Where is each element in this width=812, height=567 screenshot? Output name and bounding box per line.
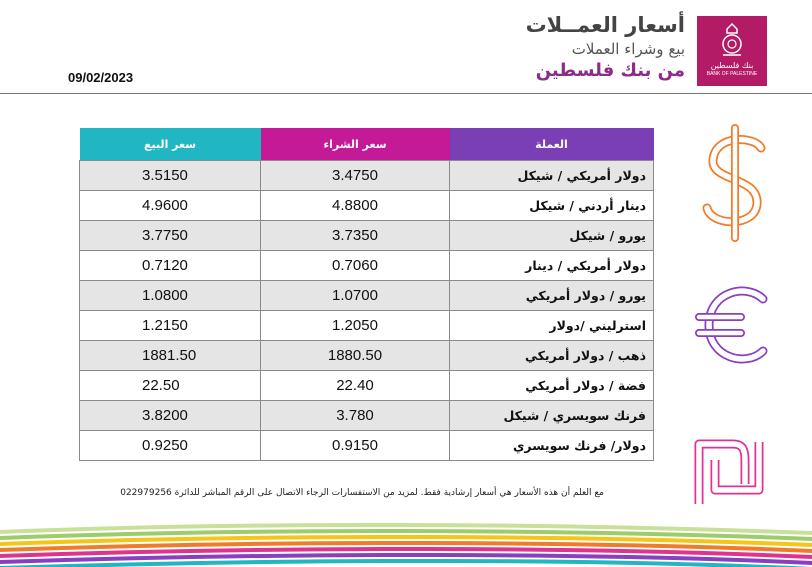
page-subtitle: بيع وشراء العملات <box>571 40 685 58</box>
currency-header: العملة <box>450 128 654 161</box>
currency-pair: يورو / دولار أمريكي <box>450 281 654 311</box>
buy-rate: 1.2050 <box>261 311 450 341</box>
rates-table <box>79 128 654 461</box>
buy-rate: 0.9150 <box>261 431 450 461</box>
currency-pair: فرنك سويسري / شيكل <box>450 401 654 431</box>
buy-rate: 3.7350 <box>261 221 450 251</box>
currency-pair: دولار/ فرنك سويسري <box>450 431 654 461</box>
sell-rate: 22.50 <box>80 371 261 401</box>
decorative-stripes <box>0 514 812 567</box>
sell-rate: 0.7120 <box>80 251 261 281</box>
currency-pair: دولار أمريكي / شيكل <box>450 161 654 191</box>
sell-rate: 3.5150 <box>80 161 261 191</box>
buy-rate: 4.8800 <box>261 191 450 221</box>
currency-pair: فضة / دولار أمريكي <box>450 371 654 401</box>
table-row <box>80 371 654 401</box>
currency-pair: يورو / شيكل <box>450 221 654 251</box>
table-row <box>80 401 654 431</box>
buy-rate: 1880.50 <box>261 341 450 371</box>
buy-rate: 3.4750 <box>261 161 450 191</box>
logo-name-ar: بنك فلسطين <box>710 61 754 70</box>
bank-emblem-icon <box>719 22 745 60</box>
sell-rate: 3.7750 <box>80 221 261 251</box>
currency-pair: دولار أمريكي / دينار <box>450 251 654 281</box>
table-row <box>80 341 654 371</box>
sell-rate: 4.9600 <box>80 191 261 221</box>
sell-rate: 1.0800 <box>80 281 261 311</box>
bank-logo <box>697 16 767 86</box>
bank-line: من بنك فلسطين <box>535 60 685 81</box>
sell-rate: 1.2150 <box>80 311 261 341</box>
sell-rate: 0.9250 <box>80 431 261 461</box>
table-row <box>80 431 654 461</box>
table-row <box>80 251 654 281</box>
buy-rate: 0.7060 <box>261 251 450 281</box>
table-row <box>80 311 654 341</box>
shekel-icon <box>693 438 773 508</box>
sell-header: سعر البيع <box>80 128 261 161</box>
page-title: أسعار العمــلات <box>525 13 685 37</box>
disclaimer-note: مع العلم أن هذه الأسعار هي أسعار إرشادية فقط. لمزيد من الاستفسارات الرجاء الاتصال على الرقم المباشر للدائرة 022979256 <box>120 488 604 498</box>
logo-name-en: BANK OF PALESTINE <box>706 71 758 77</box>
dollar-icon <box>695 124 775 242</box>
buy-rate: 3.780 <box>261 401 450 431</box>
buy-header: سعر الشراء <box>261 128 450 161</box>
table-row <box>80 221 654 251</box>
table-row <box>80 281 654 311</box>
table-row <box>80 161 654 191</box>
table-header-row <box>80 128 654 161</box>
header-divider <box>0 93 812 94</box>
buy-rate: 22.40 <box>261 371 450 401</box>
sell-rate: 3.8200 <box>80 401 261 431</box>
currency-pair: دينار أردني / شيكل <box>450 191 654 221</box>
euro-icon <box>695 285 775 365</box>
date: 09/02/2023 <box>68 70 134 85</box>
currency-pair: استرليني /دولار <box>450 311 654 341</box>
sell-rate: 1881.50 <box>80 341 261 371</box>
currency-pair: ذهب / دولار أمريكي <box>450 341 654 371</box>
table-row <box>80 191 654 221</box>
buy-rate: 1.0700 <box>261 281 450 311</box>
